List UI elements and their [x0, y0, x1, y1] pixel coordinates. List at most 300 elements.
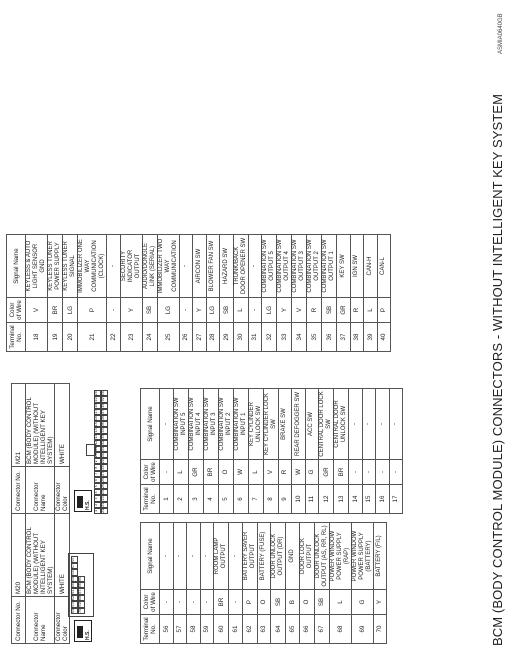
table-row — [63, 235, 78, 352]
m20-terminal-cell: 70 — [373, 615, 387, 644]
table-row — [157, 235, 179, 352]
m21-pin-cell: 4 — [94, 489, 101, 495]
m21-pin-grid — [94, 390, 108, 514]
table-row — [26, 235, 48, 352]
m21-pin-cell: 24 — [102, 490, 106, 495]
m21-wire-color-cell: SB — [142, 298, 157, 323]
m20-hs-label: H.S. — [85, 630, 91, 640]
m21-signal-name-cell: COMBINATION SW INPUT 2 — [218, 389, 233, 460]
m20-wire-color-cell: SB — [314, 590, 329, 615]
m21-pin-cell: 34 — [102, 428, 106, 433]
m21-connector-color-label: Connector Color — [55, 467, 70, 514]
m20-signal-name-cell: - — [187, 523, 201, 590]
m21-signal-name-cell: KEYLESS TUNER POWER SUPPLY — [48, 235, 63, 298]
table-row — [292, 235, 307, 352]
table-row — [376, 389, 390, 514]
m20-terminal-cell: 58 — [187, 615, 201, 644]
m20-wire-color-cell: BR — [214, 590, 229, 615]
m21-signal-name-cell: ACC SW — [305, 389, 319, 460]
table-row — [286, 523, 300, 644]
m21-terminal-cell: 25 — [157, 323, 179, 352]
m21-connector-name: BCM (BODY CONTROL MODULE) (WITHOUT INTELLIGENT KEY SYSTEM) — [26, 384, 55, 467]
m21-pin-table-continued — [6, 234, 391, 352]
table-row — [229, 523, 243, 644]
m21-wire-color-cell: LG — [206, 298, 220, 323]
m21-pin-cell: 19 — [95, 397, 99, 402]
table-row — [329, 523, 351, 644]
m21-terminal-cell: 1 — [160, 485, 174, 514]
m21-signal-name-cell: COMBINATION SW INPUT 3 — [203, 389, 218, 460]
m20-pin-cell: 57 — [72, 563, 76, 569]
m21-terminal-cell: 33 — [277, 323, 292, 352]
m21-terminal-cell: 19 — [48, 323, 63, 352]
m21-terminal-cell: 16 — [376, 485, 390, 514]
m21-wire-color-cell: LG — [262, 298, 277, 323]
m21-pin-cell: 12 — [95, 440, 99, 445]
m21-wire-color-cell: - — [160, 460, 174, 485]
m20-signal-name-cell: - — [229, 523, 243, 590]
m20-wire-color-cell: - — [187, 590, 201, 615]
m20-pin-cell: 61 — [72, 589, 76, 594]
m21-connector-no: M21 — [12, 384, 26, 467]
table-row — [305, 389, 319, 514]
table-row — [233, 235, 248, 352]
m21-wire-color-cell: GR — [188, 460, 203, 485]
m20-info-table — [11, 513, 70, 644]
m21-signal-name-cell: COMBINATION SW OUTPUT 3 — [292, 235, 307, 298]
m21-pin-cell: 20 — [95, 391, 99, 396]
m21-wire-color-cell: - — [248, 298, 262, 323]
table-row — [233, 389, 248, 514]
m21-wire-color-cell: - — [389, 460, 403, 485]
m21-terminal-cell: 15 — [362, 485, 376, 514]
m21-wire-color-cell: Y — [120, 298, 142, 323]
m21-pin-cell: 18 — [95, 403, 99, 408]
m20-terminal-cell: 69 — [351, 615, 373, 644]
m21-terminal-cell: 9 — [278, 485, 292, 514]
table-row — [78, 235, 107, 352]
m20-signal-name-cell: DOOR UNLOCK OUTPUT (DR) — [271, 523, 286, 590]
m20-wire-color-cell: P — [242, 590, 257, 615]
table-row — [220, 235, 234, 352]
m21-wire-color-cell: - — [179, 298, 193, 323]
table-row — [160, 523, 174, 644]
m21-pin-cell: 30 — [102, 452, 106, 458]
m20-pin-table — [140, 522, 387, 644]
m21-terminal-cell: 7 — [248, 485, 263, 514]
m20-pin-cell: 66 — [79, 583, 83, 588]
m21-terminal-cell: 29 — [220, 323, 234, 352]
table-row — [206, 235, 220, 352]
m21-signal-name-cell: - — [179, 235, 193, 298]
m21-terminal-cell: 27 — [193, 323, 207, 352]
m20-connector-color-label: Connector Color — [55, 597, 70, 644]
m20-terminal-cell: 56 — [160, 615, 174, 644]
table-row — [319, 389, 334, 514]
m20-terminal-cell: 62 — [242, 615, 257, 644]
m21-pin-cell: 2 — [94, 502, 101, 508]
m20-wire-color-cell: SB — [271, 590, 286, 615]
m20-pin-cell: 67 — [79, 589, 83, 594]
m21-terminal-cell: 22 — [107, 323, 121, 352]
m21-terminal-cell: 32 — [262, 323, 277, 352]
m20-signal-name-cell: ROOM LAMP OUTPUT — [214, 523, 229, 590]
m21-pin-cell: 22 — [102, 502, 106, 507]
m21-wire-color-cell: Y — [193, 298, 207, 323]
m21-wire-color-cell: V — [263, 460, 278, 485]
table-row — [173, 523, 187, 644]
m21-wire-color-cell: W — [292, 460, 306, 485]
table-row — [364, 235, 378, 352]
page-title: BCM (BODY CONTROL MODULE) CONNECTORS - WITHOUT INTELLIGENT KEY SYSTEM — [490, 93, 505, 646]
m21-pin-cell: 10 — [95, 452, 99, 458]
m21-signal-name-cell: - — [349, 389, 363, 460]
m20-terminal-cell: 61 — [229, 615, 243, 644]
m21-signal-name-cell: - — [248, 235, 262, 298]
m21-signal-name-cell: KEYLESS TUNER SIGNAL — [63, 235, 78, 298]
m20-connector-name: BCM (BODY CONTROL MODULE) (WITHOUT INTELLIGENT KEY SYSTEM) — [26, 514, 55, 597]
m21-pin-table — [140, 388, 403, 514]
m21-wire-color-cell: LG — [157, 298, 179, 323]
m21-pin-cell: 39 — [102, 397, 106, 402]
m21-terminal-cell: 26 — [179, 323, 193, 352]
m20-wire-header: Color of Wire — [141, 590, 160, 615]
m20-pin-cell: 56 — [72, 557, 76, 562]
m21-signal-name-cell: REAR DEFOGGER SW — [292, 389, 306, 460]
m21-signal-name-cell: KEY CYLINDER UNLOCK SW — [248, 389, 263, 460]
m21-terminal-cell: 11 — [305, 485, 319, 514]
m20-terminal-header: Terminal No. — [141, 615, 160, 644]
table-row — [337, 235, 351, 352]
table-row — [389, 389, 403, 514]
m21-wire-color-cell: - — [376, 460, 390, 485]
m21-signal-name-cell: - — [107, 235, 121, 298]
table-row — [120, 235, 142, 352]
m21-pin-cell: 3 — [94, 495, 101, 501]
m20-pin-cell: 59 — [72, 576, 76, 582]
m21-signal-name-cell: COMBINATION SW INPUT 4 — [188, 389, 203, 460]
m21-pin-cell: 33 — [102, 434, 106, 439]
m21-pin-cell: 11 — [95, 446, 99, 452]
m20-connector-color: WHITE — [55, 514, 70, 597]
m20-wire-color-cell: L — [329, 590, 351, 615]
table-row — [362, 389, 376, 514]
m21-pin-cell: 35 — [102, 422, 106, 427]
m21-pin-cell: 8 — [94, 465, 101, 471]
m20-pin-cell: 70 — [79, 608, 83, 613]
m21b-terminal-header: Terminal No. — [7, 323, 26, 352]
m21-pin-cell: 7 — [94, 471, 101, 477]
m21-terminal-cell: 30 — [233, 323, 248, 352]
m21-signal-name-cell: BLOWER FAN SW — [206, 235, 220, 298]
table-row — [203, 389, 218, 514]
m21-wire-color-cell: P — [78, 298, 107, 323]
table-row — [277, 235, 292, 352]
m21-signal-name-cell: - — [376, 389, 390, 460]
table-row — [334, 389, 349, 514]
m21-connector-name-label: Connector Name — [26, 467, 55, 514]
m20-terminal-cell: 57 — [173, 615, 187, 644]
m21-wire-color-cell: - — [349, 460, 363, 485]
m21-terminal-cell: 36 — [322, 323, 337, 352]
table-row — [193, 235, 207, 352]
table-row — [322, 235, 337, 352]
m20-terminal-cell: 67 — [314, 615, 329, 644]
m21-pin-cell: 14 — [95, 428, 99, 433]
m21-signal-name-cell: COMBINATION SW INPUT 5 — [173, 389, 188, 460]
m21-signal-name-cell: IMMOBILIZER ONE WAY COMMUNICATION (CLOCK) — [78, 235, 107, 298]
m21-pin-cell: 5 — [94, 483, 101, 489]
m21-pin-cell: 40 — [102, 391, 106, 396]
m21-terminal-cell: 5 — [218, 485, 233, 514]
m21-wire-color-cell: W — [233, 460, 248, 485]
m21-wire-color-cell: R — [350, 298, 364, 323]
table-row — [349, 389, 363, 514]
m21-terminal-cell: 39 — [364, 323, 378, 352]
m21-pin-cell: 29 — [102, 459, 106, 464]
m21-wire-color-cell: L — [248, 460, 263, 485]
table-row — [142, 235, 157, 352]
m21-wire-color-cell: R — [278, 460, 292, 485]
m20-wire-color-cell: - — [173, 590, 187, 615]
m21-wire-color-cell: BR — [203, 460, 218, 485]
m20-signal-name-cell: GND — [286, 523, 300, 590]
m21-signal-name-cell: CENTRAL DOOR UNLOCK SW — [334, 389, 349, 460]
m21-signal-name-cell: KEYLESS & AUTO LIGHT SENSOR GND — [26, 235, 48, 298]
m21-terminal-cell: 12 — [319, 485, 334, 514]
m21-connector-no-label: Connector No. — [12, 467, 26, 514]
m20-pin-cell: 58 — [72, 570, 76, 575]
m20-pin-grid — [71, 556, 85, 614]
table-row — [242, 523, 257, 644]
m21-pin-cell: 28 — [102, 465, 106, 470]
m21-terminal-cell: 24 — [142, 323, 157, 352]
table-row — [373, 523, 387, 644]
m21-connector-color: WHITE — [55, 384, 70, 467]
m21-signal-name-cell: - — [362, 389, 376, 460]
m21-wire-color-cell: SB — [322, 298, 337, 323]
m21-signal-name-cell: CAN-H — [364, 235, 378, 298]
m20-pin-cell: 65 — [79, 576, 83, 582]
m21-terminal-cell: 10 — [292, 485, 306, 514]
m20-terminal-cell: 60 — [214, 615, 229, 644]
m20-wire-color-cell: O — [299, 590, 314, 615]
m21-signal-name-cell: IGN SW — [350, 235, 364, 298]
m21-terminal-cell: 23 — [120, 323, 142, 352]
m21-terminal-cell: 28 — [206, 323, 220, 352]
m21-terminal-cell: 3 — [188, 485, 203, 514]
m21-signal-name-cell: - — [160, 389, 174, 460]
table-row — [307, 235, 322, 352]
m20-terminal-cell: 63 — [257, 615, 271, 644]
m21-pin-cell: 17 — [95, 409, 99, 414]
m21-terminal-cell: 21 — [78, 323, 107, 352]
m21-wire-color-cell: L — [173, 460, 188, 485]
m21-pin-cell: 15 — [95, 422, 99, 427]
m21-signal-name-cell: AUDIO/DONGLE LINK (SERIAL) — [142, 235, 157, 298]
m20-wire-color-cell: G — [351, 590, 373, 615]
m20-wire-color-cell: B — [286, 590, 300, 615]
m21-terminal-cell: 40 — [377, 323, 391, 352]
m20-pin-cell: 62 — [72, 595, 76, 601]
m21-pin-cell: 16 — [95, 415, 99, 421]
m21-wire-color-cell: Y — [277, 298, 292, 323]
m21-wire-color-cell: L — [364, 298, 378, 323]
m21-terminal-cell: 38 — [350, 323, 364, 352]
m21-hs-label: H.S. — [85, 500, 91, 510]
m21-signal-name-cell: AIRCON SW — [193, 235, 207, 298]
table-row — [262, 235, 277, 352]
m20-signal-header: Signal Name — [141, 523, 160, 590]
m20-pin-cell: 69 — [79, 602, 83, 607]
m21-info-table — [11, 383, 70, 514]
m21-terminal-cell: 6 — [233, 485, 248, 514]
m20-wire-color-cell: - — [229, 590, 243, 615]
m21-signal-name-cell: IMMOBILIZER TWO WAY COMMUNICATION — [157, 235, 179, 298]
m21-signal-name-cell: COMBINATION SW OUTPUT 4 — [277, 235, 292, 298]
table-row — [160, 389, 174, 514]
m20-signal-name-cell: POWER WINDOW POWER SUPPLY (RAP) — [329, 523, 351, 590]
m20-terminal-cell: 59 — [200, 615, 214, 644]
m21-terminal-cell: 37 — [337, 323, 351, 352]
m21-signal-name-cell: SECURITY INDICATOR OUTPUT — [120, 235, 142, 298]
m21-pin-cell: 21 — [102, 508, 106, 513]
m21-wire-color-cell: GR — [337, 298, 351, 323]
m20-wire-color-cell: O — [257, 590, 271, 615]
table-row — [187, 523, 201, 644]
m20-signal-name-cell: BATTERY SAVER OUTPUT — [242, 523, 257, 590]
m20-signal-name-cell: - — [160, 523, 174, 590]
m21-signal-name-cell: CAN-L — [377, 235, 391, 298]
m20-signal-name-cell: - — [173, 523, 187, 590]
m20-wire-color-cell: Y — [373, 590, 387, 615]
table-row — [188, 389, 203, 514]
m20-terminal-cell: 68 — [329, 615, 351, 644]
m20-pin-cell: 68 — [79, 595, 83, 601]
m21-terminal-cell: 20 — [63, 323, 78, 352]
m20-connector-no: M20 — [12, 514, 26, 597]
m21-wire-header: Color of Wire — [141, 460, 160, 485]
m21-signal-name-cell: - — [389, 389, 403, 460]
m21b-wire-header: Color of Wire — [7, 298, 26, 323]
m21-wire-color-cell: O — [218, 460, 233, 485]
table-row — [292, 389, 306, 514]
m20-pin-cell: 60 — [72, 583, 76, 588]
m21-pin-cell: 32 — [102, 440, 106, 445]
image-code: ASMIA0640GB — [498, 13, 504, 54]
m20-signal-name-cell: BATTERY (F/L) — [373, 523, 387, 590]
m21-wire-color-cell: - — [107, 298, 121, 323]
m21-signal-name-cell: HAZARD SW — [220, 235, 234, 298]
m21-wire-color-cell: BR — [334, 460, 349, 485]
m20-connector-no-label: Connector No. — [12, 597, 26, 644]
m21-hs-icon — [74, 490, 92, 512]
m20-terminal-cell: 64 — [271, 615, 286, 644]
table-row — [350, 235, 364, 352]
m21-wire-color-cell: L — [233, 298, 248, 323]
m20-pin-cell: 63 — [72, 602, 76, 607]
m20-terminal-cell: 66 — [299, 615, 314, 644]
m20-wire-color-cell: - — [160, 590, 174, 615]
m21-signal-name-cell: COMBINATION SW OUTPUT 2 — [307, 235, 322, 298]
table-row — [377, 235, 391, 352]
m21-terminal-cell: 17 — [389, 485, 403, 514]
m21-signal-name-cell: COMBINATION SW OUTPUT 5 — [262, 235, 277, 298]
m21-terminal-cell: 4 — [203, 485, 218, 514]
m21-pin-cell: 31 — [102, 446, 106, 452]
table-row — [248, 235, 262, 352]
m20-wire-color-cell: - — [200, 590, 214, 615]
m21-wire-color-cell: LG — [63, 298, 78, 323]
m21-wire-color-cell: R — [307, 298, 322, 323]
table-row — [200, 523, 214, 644]
m21-pin-cell: 26 — [102, 477, 106, 483]
m21-terminal-cell: 2 — [173, 485, 188, 514]
m21-wire-color-cell: V — [26, 298, 48, 323]
m20-signal-name-cell: - — [200, 523, 214, 590]
m21-pin-cell: 1 — [94, 508, 101, 514]
table-row — [248, 389, 263, 514]
m20-pin-cell: 64 — [72, 608, 76, 613]
table-row — [299, 523, 314, 644]
m21-pin-cell: 36 — [102, 415, 106, 421]
table-row — [351, 523, 373, 644]
m21-terminal-cell: 35 — [307, 323, 322, 352]
m21-terminal-cell: 31 — [248, 323, 262, 352]
m21-pin-cell: 25 — [102, 483, 106, 489]
table-row — [48, 235, 63, 352]
table-row — [257, 523, 271, 644]
m21-pin-cell: 38 — [102, 403, 106, 408]
m21-terminal-cell: 34 — [292, 323, 307, 352]
m20-signal-name-cell: BATTERY (FUSE) — [257, 523, 271, 590]
m21-wire-color-cell: G — [305, 460, 319, 485]
m21-signal-name-cell: BRAKE SW — [278, 389, 292, 460]
m20-signal-name-cell: DOOR LOCK OUTPUT — [299, 523, 314, 590]
m21-pin-cell: 23 — [102, 496, 106, 501]
m21-signal-name-cell: KEY SW — [337, 235, 351, 298]
m21-signal-header: Signal Name — [141, 389, 160, 460]
table-row — [173, 389, 188, 514]
m21-wire-color-cell: BR — [48, 298, 63, 323]
table-row — [214, 523, 229, 644]
table-row — [107, 235, 121, 352]
m21-pin-cell: 13 — [95, 434, 99, 439]
m21-wire-color-cell: - — [362, 460, 376, 485]
table-row — [278, 389, 292, 514]
m20-signal-name-cell: DOOR UNLOCK OUTPUT (AS, RR, RL) — [314, 523, 329, 590]
m21-signal-name-cell: COMBINATION SW OUTPUT 1 — [322, 235, 337, 298]
m21-pin-cell: 27 — [102, 471, 106, 476]
m21-wire-color-cell: SB — [220, 298, 234, 323]
m20-hs-icon — [74, 620, 92, 642]
m21-signal-name-cell: TRUNK/BACK DOOR OPENER SW — [233, 235, 248, 298]
m21-terminal-cell: 18 — [26, 323, 48, 352]
m21-wire-color-cell: P — [377, 298, 391, 323]
m20-terminal-cell: 65 — [286, 615, 300, 644]
table-row — [218, 389, 233, 514]
m21-terminal-header: Terminal No. — [141, 485, 160, 514]
m21-pin-cell: 9 — [94, 458, 101, 464]
table-row — [179, 235, 193, 352]
m21-signal-name-cell: KEY CYLINDER LOCK SW — [263, 389, 278, 460]
m21-wire-color-cell: V — [292, 298, 307, 323]
table-row — [271, 523, 286, 644]
m21-terminal-cell: 8 — [263, 485, 278, 514]
m20-signal-name-cell: POWER WINDOW POWER SUPPLY (BATTERY) — [351, 523, 373, 590]
m21b-signal-header: Signal Name — [7, 235, 26, 298]
m21-pin-cell: 37 — [102, 409, 106, 414]
